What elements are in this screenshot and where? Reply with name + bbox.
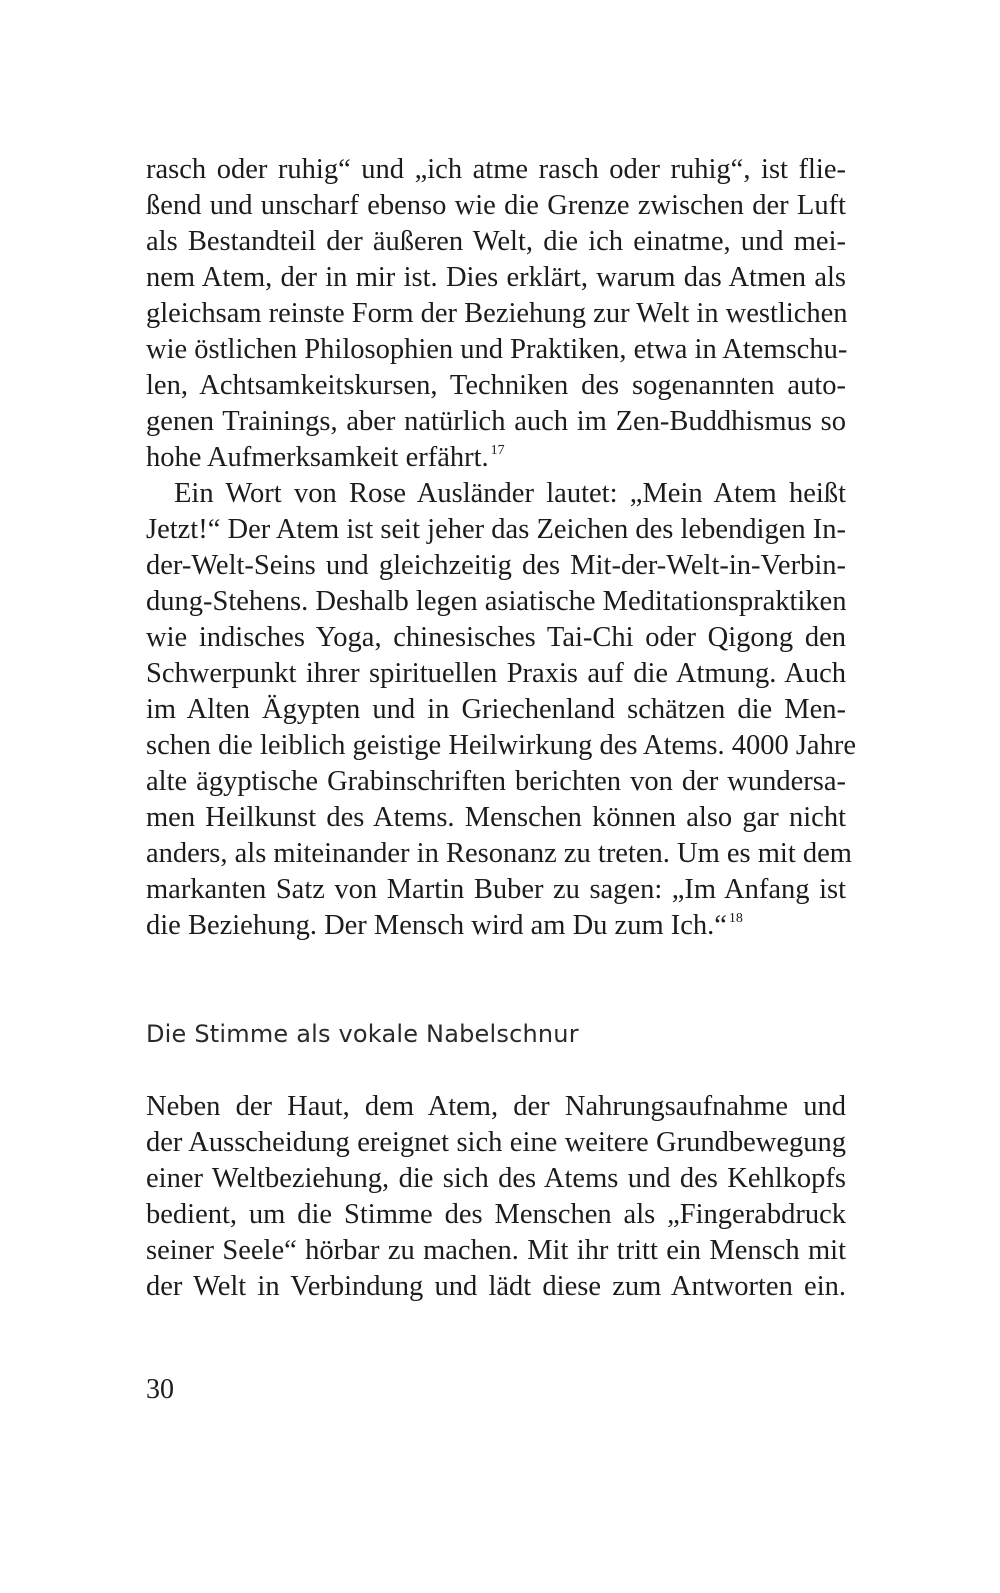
text-line: alte ägyptische Grabinschriften berichten von der wundersa- (146, 766, 846, 797)
text-line: schen die leiblich geistige Heilwirkung des Atems. 4000 Jahre (146, 730, 856, 761)
text-line: men Heilkunst des Atems. Menschen können also gar nicht (146, 802, 846, 833)
text-line (146, 908, 846, 944)
text-line: Ein Wort von Rose Ausländer lautet: „Mein Atem heißt (174, 478, 846, 509)
text-line (146, 440, 846, 476)
text-line: anders, als miteinander in Resonanz zu treten. Um es mit dem (146, 838, 852, 869)
text-line: als Bestandteil der äußeren Welt, die ich einatme, und mei- (146, 226, 846, 257)
body-text-top (146, 152, 856, 944)
text-line: bedient, um die Stimme des Menschen als „Fingerabdruck (146, 1199, 846, 1230)
body-text-bottom (146, 1089, 846, 1305)
section-heading: Die Stimme als vokale Nabelschnur (146, 1020, 579, 1048)
text-line: seiner Seele“ hörbar zu machen. Mit ihr tritt ein Mensch mit (146, 1235, 846, 1266)
paragraph-3 (146, 1089, 846, 1305)
text-line-content: die Beziehung. Der Mensch wird am Du zum Ich.“ (146, 910, 727, 941)
text-line: Neben der Haut, dem Atem, der Nahrungsaufnahme und (146, 1091, 846, 1122)
text-line: nem Atem, der in mir ist. Dies erklärt, warum das Atmen als (146, 262, 846, 293)
text-line: dung-Stehens. Deshalb legen asiatische Meditationspraktiken (146, 586, 847, 617)
footnote-marker[interactable]: 17 (490, 443, 505, 458)
text-line-content: hohe Aufmerksamkeit erfährt. (146, 442, 489, 473)
page-number: 30 (146, 1374, 174, 1405)
text-line: der-Welt-Seins und gleichzeitig des Mit-der-Welt-in-Verbin- (146, 550, 846, 581)
text-line: Jetzt!“ Der Atem ist seit jeher das Zeichen des lebendigen In- (146, 514, 846, 545)
text-line: genen Trainings, aber natürlich auch im Zen-Buddhismus so (146, 406, 846, 437)
footnote-marker[interactable]: 18 (728, 911, 743, 926)
text-line: wie östlichen Philosophien und Praktiken, etwa in Atemschu- (146, 334, 848, 365)
text-line: rasch oder ruhig“ und „ich atme rasch oder ruhig“, ist flie- (146, 154, 846, 185)
text-line: der Ausscheidung ereignet sich eine weitere Grundbewegung (146, 1127, 846, 1158)
paragraph-1 (146, 152, 846, 476)
text-line: markanten Satz von Martin Buber zu sagen: „Im Anfang ist (146, 874, 846, 905)
text-line: im Alten Ägypten und in Griechenland schätzen die Men- (146, 694, 846, 725)
text-line: wie indisches Yoga, chinesisches Tai-Chi oder Qigong den (146, 622, 846, 653)
paragraph-2 (146, 476, 856, 944)
text-line: einer Weltbeziehung, die sich des Atems und des Kehlkopfs (146, 1163, 846, 1194)
text-line: der Welt in Verbindung und lädt diese zum Antworten ein. (146, 1271, 846, 1302)
text-line: Schwerpunkt ihrer spirituellen Praxis auf die Atmung. Auch (146, 658, 846, 689)
text-line: ßend und unscharf ebenso wie die Grenze zwischen der Luft (146, 190, 846, 221)
text-line: gleichsam reinste Form der Beziehung zur Welt in westlichen (146, 298, 848, 329)
text-line: len, Achtsamkeitskursen, Techniken des sogenannten auto- (146, 370, 846, 401)
